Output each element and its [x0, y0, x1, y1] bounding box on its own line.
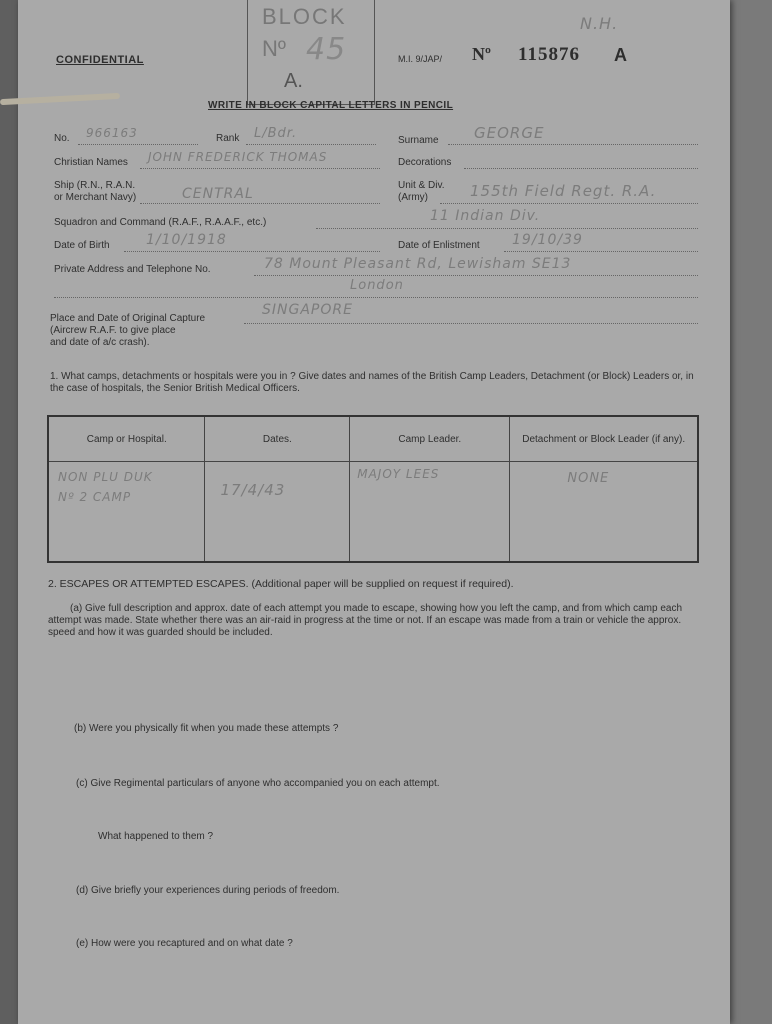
rank-label: Rank [216, 133, 240, 144]
folder-edge-right [726, 0, 772, 1024]
table-cell: NON PLU DUK Nº 2 CAMP [48, 462, 205, 563]
address-value-line2: London [350, 278, 404, 293]
rank-value: L/Bdr. [254, 126, 298, 141]
instruction-heading: WRITE IN BLOCK CAPITAL LETTERS IN PENCIL [208, 100, 454, 111]
unit-value: 155th Field Regt. R.A. [470, 182, 657, 200]
stamp-no-label: Nº [262, 36, 286, 61]
section2-question-d: (d) Give briefly your experiences during periods of freedom. [76, 885, 340, 896]
enlistment-label: Date of Enlistment [398, 240, 480, 251]
table-row [48, 462, 698, 563]
ship-label-2: or Merchant Navy) [54, 192, 137, 203]
section2-question-e: (e) How were you recaptured and on what date ? [76, 938, 293, 949]
address-value-line1: 78 Mount Pleasant Rd, Lewisham SE13 [264, 256, 572, 272]
enlistment-value: 19/10/39 [512, 232, 583, 248]
section2-question-b: (b) Were you physically fit when you made these attempts ? [74, 723, 339, 734]
mi-reference: M.I. 9/JAP/ [398, 54, 443, 64]
ship-label-1: Ship (R.N., R.A.N. [54, 180, 136, 191]
corner-note: N.H. [580, 14, 619, 33]
serial-suffix: A [614, 45, 627, 65]
block-stamp [247, 0, 375, 105]
no-value: 966163 [86, 126, 138, 140]
stamp-letter: A. [284, 70, 303, 92]
capture-value: SINGAPORE [262, 302, 353, 318]
unit-label-2: (Army) [398, 192, 428, 203]
table-cell: NONE [510, 462, 698, 563]
address-label: Private Address and Telephone No. [54, 264, 211, 275]
section2-question-a: (a) Give full description and approx. date of each attempt you made to escape, showing how you left the camp, and from which camp each attempt was made. State whether there was an air-raid in progress at the time or not. If an escape was made from a train or vehicle the approx. speed and how it was guarded should be included. [48, 603, 683, 638]
section2-question-c2: What happened to them ? [98, 831, 214, 842]
stamp-no-value: 45 [306, 32, 347, 67]
no-label: No. [54, 133, 70, 144]
column-header: Detachment or Block Leader (if any). [510, 416, 698, 462]
serial-no-label: Nº [472, 44, 491, 64]
dob-label: Date of Birth [54, 240, 110, 251]
capture-label-3: and date of a/c crash). [50, 337, 150, 348]
column-header: Camp or Hospital. [48, 416, 205, 462]
surname-label: Surname [398, 135, 439, 146]
column-header: Dates. [205, 416, 350, 462]
section1-question: 1. What camps, detachments or hospitals were you in ? Give dates and names of the British Camp Leaders, Detachment (or Block) Leaders or, in the case of hospitals, the Senior British Medical Officers. [50, 371, 694, 394]
capture-label-1: Place and Date of Original Capture [50, 313, 206, 324]
section2-heading: 2. ESCAPES OR ATTEMPTED ESCAPES. (Additional paper will be supplied on request if required). [48, 578, 514, 590]
table-cell: MAJOY LEES [350, 462, 510, 563]
camps-table [47, 415, 699, 563]
squadron-label: Squadron and Command (R.A.F., R.A.A.F., etc.) [54, 217, 267, 228]
section2-question-c: (c) Give Regimental particulars of anyone who accompanied you on each attempt. [76, 778, 440, 789]
dob-value: 1/10/1918 [146, 232, 227, 248]
ship-value: CENTRAL [182, 186, 254, 202]
unit-label-1: Unit & Div. [398, 180, 445, 191]
confidential-label: CONFIDENTIAL [56, 54, 144, 66]
table-cell: 17/4/43 [205, 462, 350, 563]
squadron-value: 11 Indian Div. [430, 208, 541, 224]
decorations-label: Decorations [398, 157, 452, 168]
stamp-block-label: BLOCK [262, 4, 347, 29]
serial-number: 115876 [518, 44, 580, 65]
capture-label-2: (Aircrew R.A.F. to give place [50, 325, 176, 336]
surname-value: GEORGE [474, 124, 545, 142]
column-header: Camp Leader. [350, 416, 510, 462]
christian-names-label: Christian Names [54, 157, 128, 168]
christian-names-value: JOHN FREDERICK THOMAS [148, 150, 328, 164]
